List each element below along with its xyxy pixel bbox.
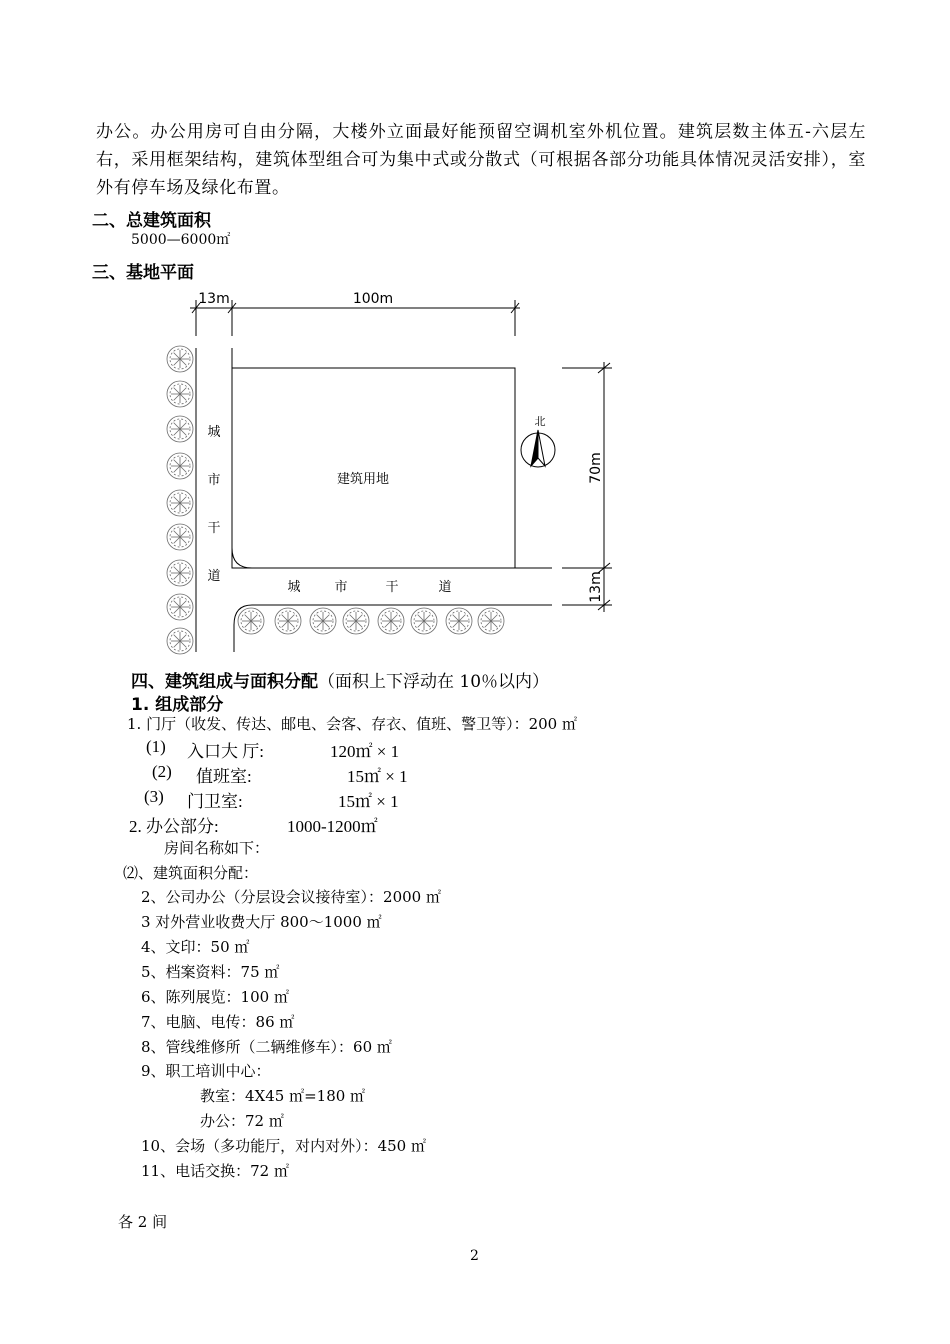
road-v-char-1: 城 xyxy=(207,425,221,440)
tree-icon xyxy=(167,416,193,442)
training-sub-item: 办公：72 ㎡ xyxy=(200,1112,284,1130)
tree-row-horizontal xyxy=(238,608,504,634)
tree-icon xyxy=(446,608,472,634)
road-h-char-2: 市 xyxy=(334,580,348,595)
allocation-item: 2、公司办公（分层设会议接待室）：2000 ㎡ xyxy=(141,888,441,906)
dim-label-site-width: 100m xyxy=(352,291,394,307)
office-item-area: 1000-1200㎡ xyxy=(287,817,378,836)
lobby-room-area: 15㎡ × 1 xyxy=(347,767,408,786)
tree-icon xyxy=(167,524,193,550)
allocation-item: 3 对外营业收费大厅 800～1000 ㎡ xyxy=(141,913,382,931)
tree-icon xyxy=(378,608,404,634)
allocation-item: 5、档案资料：75 ㎡ xyxy=(141,963,280,981)
lobby-room-name: 入口大 厅: xyxy=(187,742,264,761)
site-label: 建筑用地 xyxy=(336,472,390,487)
lobby-room-area: 120㎡ × 1 xyxy=(330,742,400,761)
lobby-room-no: (1) xyxy=(146,737,166,756)
allocation-title: ⑵、建筑面积分配： xyxy=(123,864,259,882)
dim-label-left-road: 13m xyxy=(198,291,230,307)
page-number: 2 xyxy=(470,1248,479,1264)
allocation-item: 7、电脑、电传：86 ㎡ xyxy=(141,1013,295,1031)
total-area-value: 5000—6000㎡ xyxy=(131,232,231,248)
lobby-room-name: 门卫室: xyxy=(187,792,243,811)
allocation-item: 9、职工培训中心： xyxy=(141,1062,271,1080)
tree-icon xyxy=(167,490,193,516)
road-h-char-3: 干 xyxy=(385,580,399,595)
intro-paragraph: 办公。办公用房可自由分隔，大楼外立面最好能预留空调机室外机位置。建筑层数主体五-六层左右，采用框架结构，建筑体型组合可为集中式或分散式（可根据各部分功能具体情况灵活安排），室外有停车场及绿化布置。 xyxy=(96,122,866,198)
composition-subheading: 1. 组成部分 xyxy=(131,695,224,715)
tree-icon xyxy=(238,608,264,634)
tree-icon xyxy=(310,608,336,634)
dim-label-bottom-road: 13m xyxy=(588,571,604,603)
room-names-label: 房间名称如下： xyxy=(164,839,270,857)
office-item-label: 2. 办公部分: xyxy=(129,817,219,836)
road-h-char-1: 城 xyxy=(287,580,301,595)
allocation-item: 4、文印：50 ㎡ xyxy=(141,938,250,956)
lobby-room-no: (2) xyxy=(152,762,172,781)
road-v-char-4: 道 xyxy=(207,569,221,584)
tree-icon xyxy=(167,628,193,654)
section-heading-site-plan: 三、基地平面 xyxy=(92,263,194,283)
tree-row-vertical xyxy=(167,346,193,654)
tree-icon xyxy=(167,453,193,479)
dim-label-site-depth: 70m xyxy=(588,452,604,484)
lobby-room-no: (3) xyxy=(144,787,164,806)
tree-icon xyxy=(167,381,193,407)
composition-heading-note: （面积上下浮动在 10％以内） xyxy=(318,672,550,692)
tree-icon xyxy=(167,560,193,586)
lobby-room-name: 值班室: xyxy=(196,767,252,786)
allocation-item: 8、管线维修所（二辆维修车）：60 ㎡ xyxy=(141,1038,392,1056)
tree-icon xyxy=(411,608,437,634)
tree-icon xyxy=(167,594,193,620)
tree-icon xyxy=(167,346,193,372)
composition-heading-bold: 四、建筑组成与面积分配 xyxy=(131,672,318,692)
north-label: 北 xyxy=(534,415,546,428)
lobby-room-area: 15㎡ × 1 xyxy=(338,792,399,811)
lobby-item: 1. 门厅（收发、传达、邮电、会客、存衣、值班、警卫等）：200 ㎡ xyxy=(127,715,577,733)
tree-icon xyxy=(478,608,504,634)
section-heading-total-area: 二、总建筑面积 xyxy=(92,211,211,231)
section-heading-composition xyxy=(131,667,549,692)
road-v-char-2: 市 xyxy=(207,473,221,488)
road-h-char-4: 道 xyxy=(438,580,452,595)
allocation-item: 11、电话交换：72 ㎡ xyxy=(141,1162,289,1180)
footnote: 各 2 间 xyxy=(118,1213,168,1231)
allocation-item: 10、会场（多功能厅，对内对外）：450 ㎡ xyxy=(141,1137,426,1155)
allocation-item: 6、陈列展览：100 ㎡ xyxy=(141,988,289,1006)
tree-icon xyxy=(275,608,301,634)
tree-icon xyxy=(343,608,369,634)
training-sub-item: 教室：4X45 ㎡=180 ㎡ xyxy=(200,1087,366,1105)
road-v-char-3: 干 xyxy=(207,521,221,536)
